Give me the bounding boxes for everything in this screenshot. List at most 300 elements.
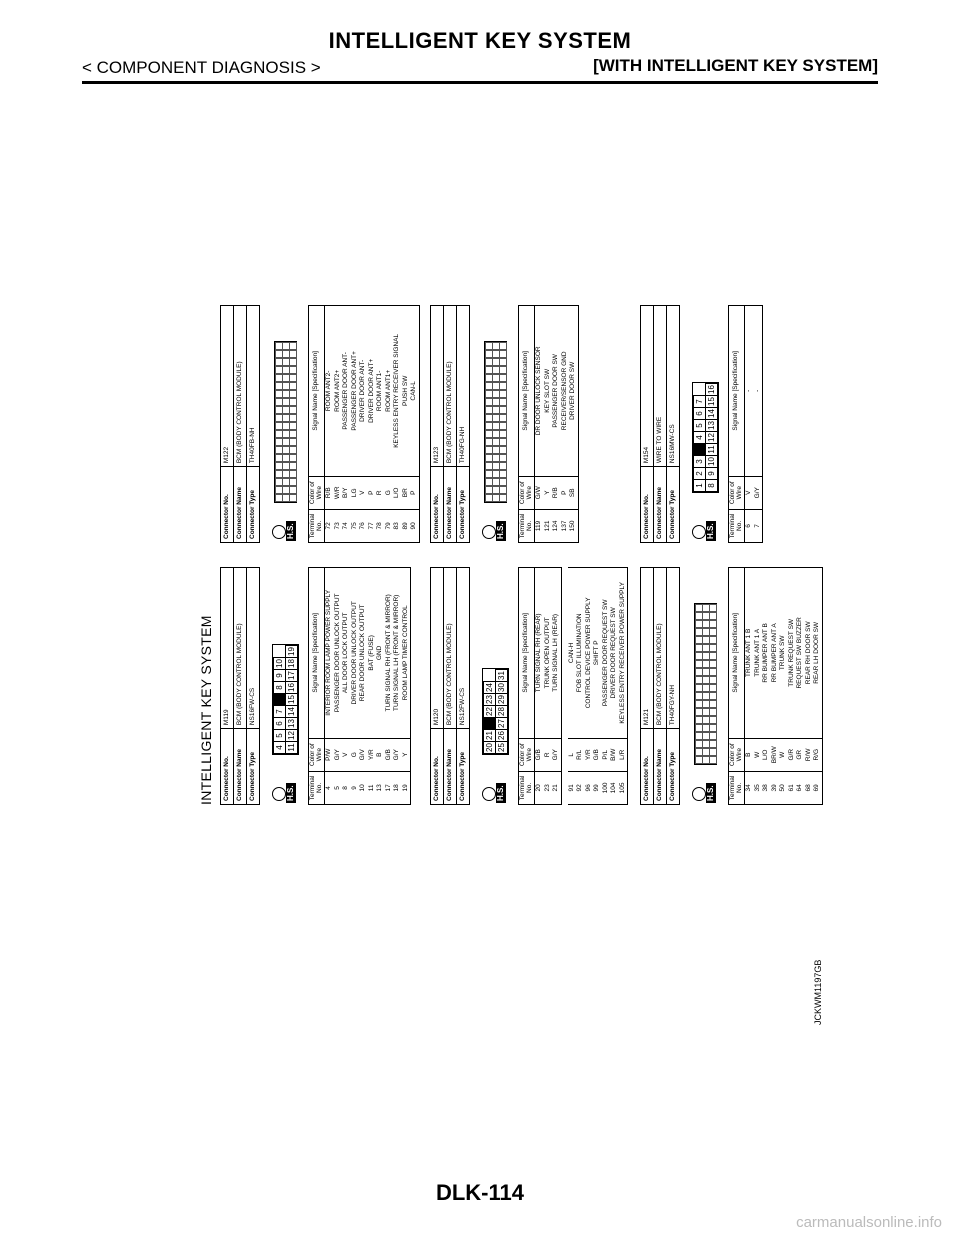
terminal-row: [393, 568, 402, 805]
info-row: [457, 568, 470, 805]
info-value: BCM (BODY CONTROL MODULE): [444, 306, 457, 467]
pin-cell: 12: [286, 731, 296, 740]
pin-cell: 26: [496, 731, 506, 740]
wire-color: BR: [402, 476, 411, 509]
pin-cell: 15: [286, 695, 296, 704]
terminal-row: [576, 568, 585, 805]
terminal-row: [788, 568, 797, 805]
terminal-no: 6: [745, 509, 754, 542]
terminal-header: [519, 568, 535, 805]
wire-color: W: [779, 738, 788, 771]
wire-color: G: [351, 738, 360, 771]
info-key: Connector Type: [457, 467, 470, 543]
pin-cell: 16: [706, 385, 716, 394]
wire-color: G/Y: [334, 738, 343, 771]
info-value: BCM (BODY CONTROL MODULE): [654, 568, 667, 729]
signal-name: REQUEST SW BUZZER: [796, 568, 805, 739]
pin-cell: 5: [274, 730, 286, 742]
wire-color: P: [368, 476, 377, 509]
pin-layout-large: [484, 341, 507, 503]
connector-m122: [220, 305, 420, 543]
signal-name: TURN SIGNAL RH (REAR): [535, 568, 544, 739]
terminal-row: [342, 568, 351, 805]
terminal-row: [754, 568, 763, 805]
info-value: M121: [641, 568, 654, 729]
info-value: M122: [221, 306, 234, 467]
connector-info: [430, 305, 470, 543]
terminal-row: [552, 568, 561, 805]
info-value: TH40FG-NH: [457, 306, 470, 467]
wire-color: W/R: [334, 476, 343, 509]
info-row: [234, 306, 247, 543]
signal-name: KEY SLOT SW: [544, 306, 553, 477]
info-key: Connector Name: [234, 729, 247, 805]
harness-side-icon: H.S.: [706, 785, 715, 801]
connector-face-icon: [692, 525, 706, 539]
wire-color: L: [568, 738, 577, 771]
info-value: WIRE TO WIRE: [654, 306, 667, 467]
signal-name: FOB SLOT ILLUMINATION: [576, 568, 585, 739]
terminal-header-cell: Terminal No.: [519, 771, 535, 804]
signal-name: PASSENGER DOOR ANT+: [351, 306, 360, 477]
wire-color: LG: [351, 476, 360, 509]
info-value: M119: [221, 568, 234, 729]
info-value: BCM (BODY CONTROL MODULE): [234, 306, 247, 467]
pin-cell: 29: [496, 695, 506, 704]
pin-cell: 11: [286, 743, 296, 752]
pin-cell: 4: [694, 432, 706, 444]
terminal-no: 10: [359, 771, 368, 804]
signal-name: DR DOOR UNLOCK SENSOR: [535, 306, 544, 477]
info-key: Connector No.: [641, 467, 654, 543]
pin-cell: 19: [286, 647, 296, 656]
terminal-row: [351, 306, 360, 543]
terminal-row: [351, 568, 360, 805]
info-row: [247, 306, 260, 543]
pin-cell: 10: [706, 457, 716, 466]
terminal-no: 64: [796, 771, 805, 804]
info-row: [221, 568, 234, 805]
terminal-row: [561, 306, 570, 543]
terminal-row: [754, 306, 763, 543]
connector-m120: [430, 567, 628, 805]
pin-cell: 24: [484, 683, 494, 692]
terminal-no: 121: [544, 509, 553, 542]
terminal-no: 21: [552, 771, 561, 804]
terminal-header-cell: Signal Name [Specification]: [729, 306, 745, 477]
info-value: NS16MW-CS: [667, 306, 680, 467]
terminal-row: [805, 568, 814, 805]
signal-name: TURN SIGNAL RH (FRONT & MIRROR): [385, 568, 394, 739]
signal-name: DRIVER DOOR REQUEST SW: [610, 568, 619, 739]
terminal-no: 77: [368, 509, 377, 542]
signal-name: RECEIVER/SENSOR GND: [561, 306, 570, 477]
wire-color: Y: [402, 738, 411, 771]
terminal-table: [518, 305, 579, 543]
info-key: Connector Name: [654, 729, 667, 805]
info-value: BCM (BODY CONTROL MODULE): [234, 568, 247, 729]
wire-color: GR: [796, 738, 805, 771]
connector-icons: [686, 305, 728, 543]
pin-cell: 2: [694, 468, 706, 480]
pin-cell: 6: [694, 408, 706, 420]
info-row: [431, 306, 444, 543]
header-rule: [82, 81, 878, 84]
terminal-table: [728, 305, 763, 543]
pin-cell: 8: [706, 480, 718, 492]
terminal-header-cell: Color of Wire: [519, 738, 535, 771]
terminal-row: [568, 568, 577, 805]
terminal-no: 79: [385, 509, 394, 542]
connector-m119: [220, 567, 411, 805]
info-key: Connector Type: [247, 729, 260, 805]
info-key: Connector Type: [457, 729, 470, 805]
info-value: M154: [641, 306, 654, 467]
terminal-no: 19: [402, 771, 411, 804]
terminal-table: [568, 567, 629, 805]
terminal-no: 150: [569, 509, 578, 542]
info-row: [641, 306, 654, 543]
pin-cell: 15: [706, 397, 716, 406]
signal-name: -: [745, 306, 754, 477]
signal-name: ROOM ANT1+: [385, 306, 394, 477]
terminal-row: [342, 306, 351, 543]
terminal-row: [813, 568, 822, 805]
pin-cell: 31: [496, 671, 506, 680]
signal-name: ROOM ANT2-: [325, 306, 334, 477]
wire-color: V: [359, 476, 368, 509]
pin-cell: 30: [496, 683, 506, 692]
terminal-header: [519, 306, 535, 543]
signal-name: TRUNK REQUEST SW: [788, 568, 797, 739]
info-row: [667, 568, 680, 805]
pin-cell: 9: [706, 468, 718, 480]
signal-name: DRIVER DOOR SW: [569, 306, 578, 477]
terminal-no: 90: [410, 509, 419, 542]
terminal-no: 34: [745, 771, 754, 804]
pin-cell: 5: [694, 420, 706, 432]
connector-face-icon: [272, 525, 286, 539]
connector-face-icon: [272, 787, 286, 801]
terminal-row: [393, 306, 402, 543]
signal-name: RR BUMPER ANT A: [771, 568, 780, 739]
terminal-row: [402, 306, 411, 543]
pin-cell: 22: [484, 707, 494, 716]
signal-name: TRUNK ANT 1 A: [754, 568, 763, 739]
terminal-row: [334, 568, 343, 805]
terminal-no: 92: [576, 771, 585, 804]
terminal-header-cell: Terminal No.: [729, 771, 745, 804]
info-key: Connector Type: [667, 467, 680, 543]
pin-layout: [692, 382, 719, 493]
terminal-row: [334, 306, 343, 543]
connector-icons: [686, 567, 728, 805]
signal-name: ROOM LAMP TIMER CONTROL: [402, 568, 411, 739]
terminal-row: [602, 568, 611, 805]
info-row: [431, 568, 444, 805]
terminal-no: 83: [393, 509, 402, 542]
signal-name: ROOM ANT2+: [334, 306, 343, 477]
pin-cell: 27: [496, 719, 506, 728]
terminal-row: [544, 306, 553, 543]
wire-color: V: [745, 476, 754, 509]
signal-name: CAN-L: [410, 306, 419, 477]
connector-info: [640, 305, 680, 543]
wire-color: L/R: [619, 738, 628, 771]
pin-cell: 7: [274, 706, 286, 718]
signal-name: GND: [376, 568, 385, 739]
info-row: [444, 568, 457, 805]
terminal-no: 73: [334, 509, 343, 542]
terminal-row: [385, 568, 394, 805]
pin-cell: 21: [484, 731, 494, 740]
terminal-row: [796, 568, 805, 805]
pin-cell: [694, 444, 706, 456]
info-key: Connector Name: [234, 467, 247, 543]
terminal-header-cell: Color of Wire: [309, 738, 325, 771]
terminal-row: [585, 568, 594, 805]
terminal-no: 105: [619, 771, 628, 804]
pin-cell: 14: [706, 409, 716, 418]
connector-icons: [266, 567, 308, 805]
terminal-no: 119: [535, 509, 544, 542]
info-key: Connector Name: [444, 467, 457, 543]
pin-cell: 7: [694, 396, 706, 408]
terminal-header: [729, 306, 745, 543]
terminal-header: [309, 306, 325, 543]
terminal-header: [309, 568, 325, 805]
terminal-header-cell: Color of Wire: [729, 738, 745, 771]
info-row: [654, 306, 667, 543]
terminal-no: 4: [325, 771, 334, 804]
terminal-no: 7: [754, 509, 763, 542]
wire-color: R: [544, 738, 553, 771]
info-key: Connector No.: [431, 467, 444, 543]
connector-m154: [640, 305, 763, 543]
terminal-row: [779, 568, 788, 805]
wire-color: P/L: [602, 738, 611, 771]
wire-color: G/R: [788, 738, 797, 771]
pin-layout-large: [694, 603, 717, 765]
pin-cell: 6: [274, 718, 286, 730]
signal-name: ROOM ANT1-: [376, 306, 385, 477]
terminal-header-cell: Terminal No.: [309, 509, 325, 542]
info-row: [457, 306, 470, 543]
terminal-header-cell: Color of Wire: [519, 476, 535, 509]
terminal-no: 91: [568, 771, 577, 804]
terminal-no: 8: [342, 771, 351, 804]
terminal-row: [762, 568, 771, 805]
terminal-no: 50: [779, 771, 788, 804]
terminal-row: [745, 306, 754, 543]
pin-cell: 25: [496, 743, 506, 752]
diagram-code: JCKWM1197GB: [813, 959, 823, 1025]
info-value: TH40FB-NH: [247, 306, 260, 467]
pin-cell: 1: [694, 480, 706, 492]
terminal-row: [745, 568, 754, 805]
harness-side-icon: H.S.: [496, 785, 505, 801]
terminal-no: 96: [585, 771, 594, 804]
wire-color: G/Y: [754, 476, 763, 509]
terminal-header-cell: Color of Wire: [729, 476, 745, 509]
terminal-no: 9: [351, 771, 360, 804]
terminal-table: [518, 567, 562, 805]
signal-name: -: [754, 306, 763, 477]
wire-color: P: [561, 476, 570, 509]
system-label: [WITH INTELLIGENT KEY SYSTEM]: [593, 56, 878, 75]
terminal-row: [552, 306, 561, 543]
terminal-no: 5: [334, 771, 343, 804]
info-key: Connector No.: [221, 729, 234, 805]
wire-color: G/B: [593, 738, 602, 771]
pin-cell: 10: [274, 659, 284, 668]
pin-layout-large: [274, 341, 297, 503]
pin-cell: 18: [286, 659, 296, 668]
terminal-header-cell: Signal Name [Specification]: [309, 306, 325, 477]
wire-color: BR/W: [771, 738, 780, 771]
terminal-header-cell: Color of Wire: [309, 476, 325, 509]
terminal-row: [544, 568, 553, 805]
terminal-row: [535, 306, 544, 543]
wire-color: R/L: [576, 738, 585, 771]
signal-name: PASSENGER DOOR UNLOCK OUTPUT: [334, 568, 343, 739]
wire-color: R/W: [805, 738, 814, 771]
terminal-no: 99: [593, 771, 602, 804]
watermark: carmanualsonline.info: [796, 1214, 942, 1231]
terminal-no: 100: [602, 771, 611, 804]
pin-cell: 9: [274, 670, 286, 682]
info-key: Connector Type: [667, 729, 680, 805]
terminal-no: 124: [552, 509, 561, 542]
wiring-diagram: [198, 95, 838, 1025]
wire-color: G/B: [385, 738, 394, 771]
terminal-no: 68: [805, 771, 814, 804]
info-value: NS12FW-CS: [457, 568, 470, 729]
pin-cell: [274, 694, 286, 706]
pin-cell: 16: [286, 683, 296, 692]
harness-side-icon: H.S.: [286, 785, 295, 801]
wire-color: R: [376, 476, 385, 509]
info-row: [654, 568, 667, 805]
terminal-row: [771, 568, 780, 805]
connector-info: [640, 567, 680, 805]
pin-cell: 20: [484, 743, 494, 752]
terminal-row: [402, 568, 411, 805]
connector-info: [220, 567, 260, 805]
signal-name: REAR RH DOOR SW: [805, 568, 814, 739]
wire-color: Y/R: [368, 738, 377, 771]
pin-layout: [482, 668, 509, 755]
terminal-no: 39: [771, 771, 780, 804]
info-key: Connector No.: [221, 467, 234, 543]
terminal-no: 23: [544, 771, 553, 804]
terminal-no: 35: [754, 771, 763, 804]
terminal-row: [569, 306, 578, 543]
connector-info: [220, 305, 260, 543]
pin-cell: 14: [286, 707, 296, 716]
pin-cell: 28: [496, 707, 506, 716]
terminal-no: 89: [402, 509, 411, 542]
wire-color: B/Y: [342, 476, 351, 509]
signal-name: TURN SIGNAL LH (REAR): [552, 568, 561, 739]
connector-icons: [476, 567, 518, 805]
signal-name: TRUNK OPEN OUTPUT: [544, 568, 553, 739]
terminal-row: [410, 306, 419, 543]
connector-face-icon: [482, 525, 496, 539]
terminal-no: 38: [762, 771, 771, 804]
terminal-no: 17: [385, 771, 394, 804]
wire-color: R/B: [325, 476, 334, 509]
terminal-no: 74: [342, 509, 351, 542]
signal-name: PASSENGER DOOR ANT-: [342, 306, 351, 477]
terminal-row: [619, 568, 628, 805]
terminal-header-cell: Signal Name [Specification]: [729, 568, 745, 739]
signal-name: TRUNK ANT 1 B: [745, 568, 754, 739]
terminal-row: [610, 568, 619, 805]
signal-name: TURN SIGNAL LH (FRONT & MIRROR): [393, 568, 402, 739]
terminal-row: [385, 306, 394, 543]
terminal-no: 78: [376, 509, 385, 542]
wire-color: G/V: [359, 738, 368, 771]
terminal-header-cell: Signal Name [Specification]: [519, 306, 535, 477]
signal-name: PASSENGER DOOR SW: [552, 306, 561, 477]
wire-color: W: [754, 738, 763, 771]
terminal-header-cell: Terminal No.: [309, 771, 325, 804]
pin-cell: 13: [706, 421, 716, 430]
signal-name: ALL DOOR LOCK OUTPUT: [342, 568, 351, 739]
terminal-no: 18: [393, 771, 402, 804]
terminal-row: [593, 568, 602, 805]
info-key: Connector Type: [247, 467, 260, 543]
connector-face-icon: [692, 787, 706, 801]
wire-color: G/B: [535, 738, 544, 771]
signal-name: BAT (FUSE): [368, 568, 377, 739]
terminal-row: [376, 568, 385, 805]
terminal-row: [325, 568, 334, 805]
wire-color: B: [376, 738, 385, 771]
wire-color: B/W: [610, 738, 619, 771]
terminal-row: [359, 568, 368, 805]
info-key: Connector Name: [654, 467, 667, 543]
terminal-table: [308, 305, 420, 543]
connector-info: [430, 567, 470, 805]
terminal-no: 72: [325, 509, 334, 542]
terminal-header-cell: Signal Name [Specification]: [519, 568, 535, 739]
info-value: M123: [431, 306, 444, 467]
connector-face-icon: [482, 787, 496, 801]
info-value: M120: [431, 568, 444, 729]
wire-color: P: [410, 476, 419, 509]
section-breadcrumb: < COMPONENT DIAGNOSIS >: [82, 58, 321, 77]
info-row: [247, 568, 260, 805]
pin-layout: [272, 644, 299, 755]
wire-color: P/W: [325, 738, 334, 771]
info-key: Connector Name: [444, 729, 457, 805]
info-value: BCM (BODY CONTROL MODULE): [444, 568, 457, 729]
pin-cell: 12: [706, 433, 716, 442]
diagram-title: INTELLIGENT KEY SYSTEM: [198, 615, 214, 805]
info-value: TH40FGY-NH: [667, 568, 680, 729]
signal-name: DRIVER DOOR ANT-: [359, 306, 368, 477]
info-row: [444, 306, 457, 543]
wire-color: V: [342, 738, 351, 771]
terminal-no: 76: [359, 509, 368, 542]
info-row: [667, 306, 680, 543]
terminal-no: 61: [788, 771, 797, 804]
wire-color: G/W: [535, 476, 544, 509]
info-key: Connector No.: [431, 729, 444, 805]
connector-icons: [476, 305, 518, 543]
